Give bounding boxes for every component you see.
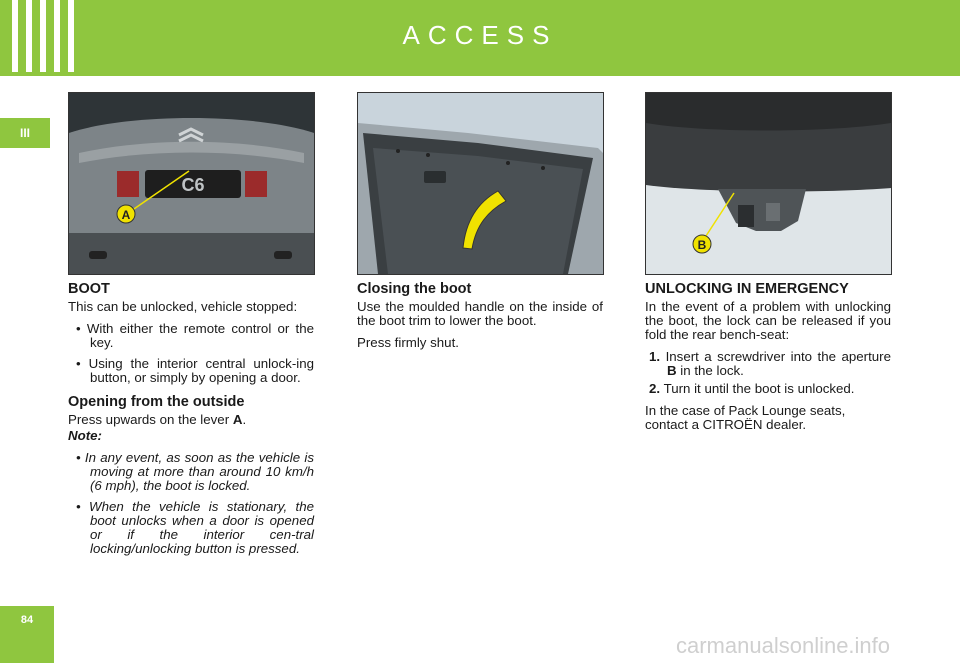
list-item: 2. Turn it until the boot is unlocked. bbox=[649, 381, 855, 396]
photo-boot-rear bbox=[68, 92, 315, 275]
left-margin bbox=[0, 76, 54, 663]
list-item: 1. Insert a screwdriver into the aperture B in the lock. bbox=[649, 349, 892, 378]
header-band bbox=[0, 0, 960, 76]
watermark: carmanualsonline.info bbox=[676, 633, 891, 658]
list-item: • With either the remote control or the key. bbox=[76, 321, 314, 350]
closing-para-2: Press firmly shut. bbox=[357, 335, 459, 350]
emergency-outro: In the case of Pack Lounge seats, contact a CITROËN dealer. bbox=[645, 403, 846, 432]
photo-boot-inside bbox=[357, 92, 604, 275]
heading-boot: BOOT bbox=[68, 281, 110, 297]
photo-boot-lock bbox=[645, 92, 892, 275]
callout-b-label: B bbox=[697, 238, 707, 252]
chapter-tab: III bbox=[0, 118, 50, 148]
press-instruction: Press upwards on the lever A. bbox=[68, 412, 247, 427]
callout-a-label: A bbox=[121, 208, 131, 222]
column-closing bbox=[357, 282, 603, 358]
boot-intro: This can be unlocked, vehicle stopped: bbox=[68, 299, 298, 314]
note-bullets bbox=[68, 451, 314, 556]
page-number: 84 bbox=[0, 606, 54, 663]
heading-closing-boot: Closing the boot bbox=[357, 281, 472, 297]
emergency-steps bbox=[645, 350, 891, 396]
note-label: Note: bbox=[68, 428, 102, 443]
heading-opening-outside: Opening from the outside bbox=[68, 394, 245, 410]
lever-a-ref: A bbox=[232, 412, 243, 427]
list-item: • In any event, as soon as the vehicle is moving at more than around 10 km/h (6 mph), the boot is locked. bbox=[76, 450, 314, 493]
boot-bullets bbox=[68, 322, 314, 385]
column-boot bbox=[68, 282, 314, 566]
closing-para-1: Use the moulded handle on the inside of the boot trim to lower the boot. bbox=[357, 299, 603, 328]
plate-text: C6 bbox=[181, 175, 205, 195]
page-title: ACCESS bbox=[402, 20, 558, 50]
list-item: • Using the interior central unlock-ing button, or simply by opening a door. bbox=[76, 356, 314, 385]
list-item: • When the vehicle is stationary, the boot unlocks when a door is opened or if the interior cen-tral locking/unlocking button is pressed. bbox=[76, 499, 314, 556]
heading-unlocking-emergency: UNLOCKING IN EMERGENCY bbox=[645, 281, 849, 297]
emergency-intro: In the event of a problem with unlocking the boot, the lock can be released if you fold the rear bench-seat: bbox=[645, 299, 891, 342]
column-emergency bbox=[645, 282, 891, 440]
